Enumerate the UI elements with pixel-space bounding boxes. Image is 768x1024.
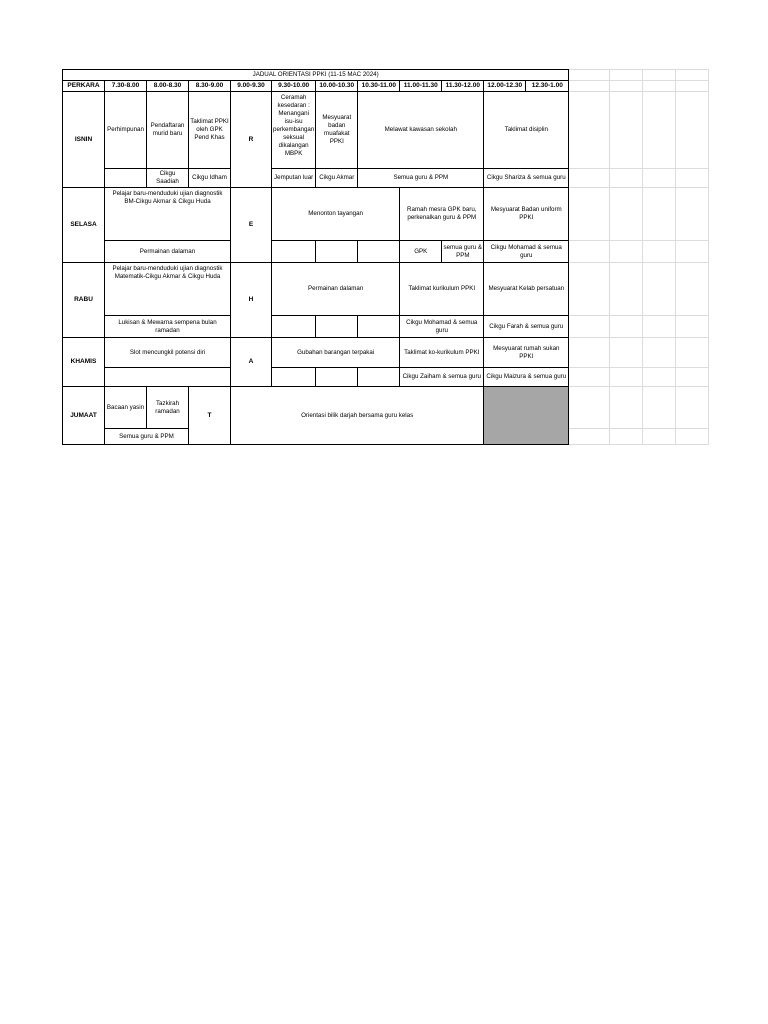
empty-cell [643, 241, 676, 263]
empty-cell [569, 338, 610, 368]
empty-cell [643, 429, 676, 445]
empty-cell [676, 429, 709, 445]
header-perkara: PERKARA [63, 81, 105, 92]
teacher-cell: semua guru & PPM [442, 241, 484, 263]
day-isnin: ISNIN [63, 92, 105, 188]
activity-cell: Ceramah kesedaran : Menangani isu-isu perkembangan seksual dikalangan MBPK [272, 92, 316, 169]
empty-cell [610, 70, 643, 81]
empty-cell [569, 263, 610, 316]
activity-cell: Pelajar baru-menduduki ujian diagnostik Matematik-Cikgu Akmar & Cikgu Huda [105, 263, 231, 316]
activity-cell: Perhimpunan [105, 92, 147, 169]
empty-cell [316, 241, 358, 263]
empty-cell [358, 241, 400, 263]
empty-cell [643, 92, 676, 169]
empty-cell [272, 368, 316, 387]
activity-cell: Taklimat ko-kurikulum PPKI [400, 338, 484, 368]
teacher-cell: Semua guru & PPM [105, 429, 189, 445]
teacher-cell: Cikgu Mohamad & semua guru [484, 241, 569, 263]
schedule-sheet [62, 69, 709, 445]
teacher-cell: Cikgu Shariza & semua guru [484, 169, 569, 188]
teacher-cell: Cikgu Zaiham & semua guru [400, 368, 484, 387]
activity-cell: Mesyuarat Kelab persatuan [484, 263, 569, 316]
activity-cell: Melawat kawasan sekolah [358, 92, 484, 169]
activity-cell: Ramah mesra GPK baru, perkenalkan guru & PPM [400, 188, 484, 241]
activity-cell: Mesyuarat rumah sukan PPKI [484, 338, 569, 368]
empty-cell [676, 316, 709, 338]
empty-cell [676, 70, 709, 81]
activity-cell: Gubahan barangan terpakai [272, 338, 400, 368]
empty-cell [569, 169, 610, 188]
teacher-cell: Cikgu Maizura & semua guru [484, 368, 569, 387]
day-jumaat: JUMAAT [63, 387, 105, 445]
day-selasa: SELASA [63, 188, 105, 263]
empty-cell [569, 429, 610, 445]
empty-cell [105, 368, 231, 387]
activity-cell: Pelajar baru-menduduki ujian diagnostik BM-Cikgu Akmar & Cikgu Huda [105, 188, 231, 241]
rest-letter-r: R [231, 92, 272, 188]
empty-cell [316, 368, 358, 387]
activity-cell: Taklimat PPKI oleh GPK Pend Khas [189, 92, 231, 169]
empty-cell [610, 92, 643, 169]
header-time: 9.00-9.30 [231, 81, 272, 92]
header-time: 10.30-11.00 [358, 81, 400, 92]
header-time: 11.00-11.30 [400, 81, 442, 92]
activity-cell: Slot mencungkil potensi diri [105, 338, 231, 368]
empty-cell [610, 188, 643, 241]
empty-cell [610, 263, 643, 316]
header-time: 10.00-10.30 [316, 81, 358, 92]
empty-cell [643, 169, 676, 188]
shaded-cell [484, 387, 569, 445]
activity-cell: Taklimat kurikulum PPKI [400, 263, 484, 316]
empty-cell [610, 387, 643, 429]
rest-letter-h: H [231, 263, 272, 338]
activity-cell: Mesyuarat Badan uniform PPKI [484, 188, 569, 241]
activity-cell: Permainan dalaman [105, 241, 231, 263]
empty-cell [610, 316, 643, 338]
activity-cell: Tazkirah ramadan [147, 387, 189, 429]
activity-cell: Orientasi bilik darjah bersama guru kelas [231, 387, 484, 445]
teacher-cell: Cikgu Mohamad & semua guru [400, 316, 484, 338]
empty-cell [643, 81, 676, 92]
empty-cell [643, 316, 676, 338]
rest-letter-t: T [189, 387, 231, 445]
empty-cell [569, 368, 610, 387]
teacher-cell: Cikgu Akmar [316, 169, 358, 188]
empty-cell [272, 241, 316, 263]
empty-cell [676, 241, 709, 263]
teacher-cell: Cikgu Saadiah [147, 169, 189, 188]
empty-cell [610, 169, 643, 188]
empty-cell [105, 169, 147, 188]
empty-cell [569, 188, 610, 241]
header-time: 11.30-12.00 [442, 81, 484, 92]
header-time: 9.30-10.00 [272, 81, 316, 92]
activity-cell: Lukisan & Mewarna sempena bulan ramadan [105, 316, 231, 338]
header-time: 7.30-8.00 [105, 81, 147, 92]
empty-cell [272, 316, 316, 338]
empty-cell [610, 338, 643, 368]
teacher-cell: GPK [400, 241, 442, 263]
empty-cell [610, 429, 643, 445]
empty-cell [316, 316, 358, 338]
empty-cell [676, 92, 709, 169]
teacher-cell: Cikgu Farah & semua guru [484, 316, 569, 338]
teacher-cell: Semua guru & PPM [358, 169, 484, 188]
activity-cell: Menonton tayangan [272, 188, 400, 241]
empty-cell [643, 70, 676, 81]
empty-cell [643, 387, 676, 429]
empty-cell [676, 169, 709, 188]
empty-cell [610, 81, 643, 92]
empty-cell [676, 338, 709, 368]
empty-cell [643, 263, 676, 316]
activity-cell: Permainan dalaman [272, 263, 400, 316]
empty-cell [676, 387, 709, 429]
empty-cell [643, 368, 676, 387]
empty-cell [643, 338, 676, 368]
empty-cell [569, 81, 610, 92]
empty-cell [676, 188, 709, 241]
schedule-table [62, 69, 709, 445]
empty-cell [358, 368, 400, 387]
activity-cell: Bacaan yasin [105, 387, 147, 429]
empty-cell [643, 188, 676, 241]
activity-cell: Mesyuarat badan muafakat PPKI [316, 92, 358, 169]
empty-cell [569, 70, 610, 81]
empty-cell [676, 81, 709, 92]
header-time: 8.00-8.30 [147, 81, 189, 92]
header-time: 12.00-12.30 [484, 81, 526, 92]
rest-letter-e: E [231, 188, 272, 263]
empty-cell [569, 92, 610, 169]
empty-cell [569, 316, 610, 338]
empty-cell [676, 368, 709, 387]
schedule-title: JADUAL ORIENTASI PPKI (11-15 MAC 2024) [63, 70, 569, 81]
day-rabu: RABU [63, 263, 105, 338]
day-khamis: KHAMIS [63, 338, 105, 387]
activity-cell: Pendaftaran murid baru [147, 92, 189, 169]
empty-cell [610, 241, 643, 263]
empty-cell [569, 241, 610, 263]
header-time: 12.30-1.00 [526, 81, 569, 92]
teacher-cell: Jemputan luar [272, 169, 316, 188]
empty-cell [610, 368, 643, 387]
activity-cell: Taklimat disiplin [484, 92, 569, 169]
rest-letter-a: A [231, 338, 272, 387]
teacher-cell: Cikgu Idham [189, 169, 231, 188]
empty-cell [358, 316, 400, 338]
header-time: 8.30-9.00 [189, 81, 231, 92]
empty-cell [569, 387, 610, 429]
empty-cell [676, 263, 709, 316]
